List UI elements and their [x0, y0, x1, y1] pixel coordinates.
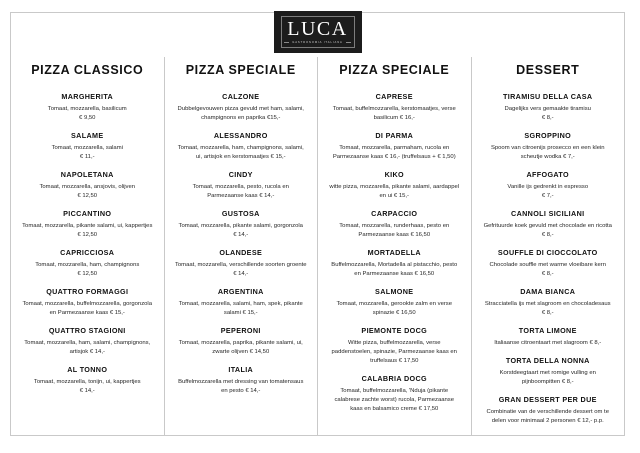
menu-item-description: Tomaat, mozzarella, basilicum € 9,50 [47, 106, 127, 121]
menu-item-name: SGROPPINO [524, 131, 572, 140]
menu-item [19, 287, 156, 318]
menu-item-description: Tomaat, buffelmozzarella, 'Nduja (pikante calabrese zachte worst) rucola, Parmezaanse kaas en balsamico creme € 17,50 [334, 388, 454, 412]
column-title: PIZZA CLASSICO [31, 63, 144, 77]
menu-item-name: CINDY [228, 170, 253, 179]
menu-item-description: Italiaanse citroentaart met slagroom € 8,- [494, 340, 602, 346]
menu-item-description: Buffelmozzarella met dressing van tomatensaus en pesto € 14,- [178, 379, 304, 394]
menu-item [173, 92, 310, 123]
column-title: PIZZA SPECIALE [339, 63, 450, 77]
menu-item-name: NAPOLETANA [60, 170, 114, 179]
menu-item [480, 356, 617, 387]
menu-item [480, 326, 617, 348]
menu-item-description: Tomaat, mozzarella, ham, salami, champignons, artisjok € 14,- [24, 340, 151, 355]
menu-item [480, 395, 617, 426]
menu-item-name: PIEMONTE DOCG [361, 326, 428, 335]
menu-item [326, 209, 463, 240]
menu-column-dessert [471, 57, 625, 435]
menu-item-description: Tomaat, buffelmozzarella, kerstomaatjes, verse basilicum € 16,- [332, 106, 456, 121]
menu-item [173, 131, 310, 162]
menu-item-name: OLANDESE [219, 248, 263, 257]
menu-item [173, 209, 310, 240]
menu-item [19, 326, 156, 357]
menu-item-name: QUATTRO FORMAGGI [46, 287, 129, 296]
menu-item-name: SALAME [71, 131, 104, 140]
menu-item-name: GRAN DESSERT PER DUE [498, 395, 597, 404]
menu-item-name: DI PARMA [375, 131, 414, 140]
menu-item-description: Spoom van citroenijs prosecco en een klein scheutje wodka € 7,- [490, 145, 605, 160]
menu-item-name: TIRAMISU DELLA CASA [503, 92, 593, 101]
menu-item-description: Tomaat, mozzarella, paprika, pikante salami, ui, zwarte olijven € 14,50 [178, 340, 303, 355]
menu-item-description: Chocolade souffle met warme vloeibare kern € 8,- [489, 262, 606, 277]
menu-item-description: Vanille ijs gedrenkt in espresso € 7,- [507, 184, 589, 199]
menu-item-name: SALMONE [375, 287, 414, 296]
menu-item-name: AL TONNO [67, 365, 108, 374]
menu-item-description: Stracciatella ijs met slagroom en chocoladesaus € 8,- [484, 301, 611, 316]
menu-item-name: TORTA LIMONE [518, 326, 577, 335]
menu-column-pizza-classico [11, 57, 164, 435]
menu-item-name: ITALIA [228, 365, 254, 374]
logo-rule-right [346, 42, 352, 43]
logo-frame [281, 16, 355, 48]
menu-item-description: Tomaat, mozzarella, ham, champignons, salami, ui, artisjok en kerstomaatjes € 15,- [177, 145, 304, 160]
menu-item [173, 365, 310, 396]
menu-item-description: Tomaat, mozzarella, parmaham, rucola en Parmezaanse kaas € 16,- (truffelsaus + € 1,50) [332, 145, 456, 160]
menu-item-name: GUSTOSA [221, 209, 260, 218]
menu-item [326, 170, 463, 201]
menu-item-description: Tomaat, mozzarella, pesto, rucola en Parmezaanse kaas € 14,- [192, 184, 289, 199]
menu-column-pizza-speciale-2 [317, 57, 471, 435]
menu-item [173, 287, 310, 318]
menu-item-name: ALESSANDRO [213, 131, 268, 140]
menu-item-description: Tomaat, mozzarella, salami, ham, spek, pikante salami € 15,- [178, 301, 303, 316]
menu-item-description: Korstdeegtaart met romige vulling en pijnboompitten € 8,- [499, 370, 596, 385]
menu-column-pizza-speciale-1 [164, 57, 318, 435]
menu-item-description: Tomaat, mozzarella, runderhaas, pesto en Parmezaanse kaas € 16,50 [339, 223, 450, 238]
menu-item-description: Tomaat, mozzarella, pikante salami, gorgonzola € 14,- [178, 223, 303, 238]
menu-item [480, 287, 617, 318]
menu-item [19, 131, 156, 162]
menu-item-description: Dubbelgevouwen pizza gevuld met ham, salami, champignons en paprika €15,- [177, 106, 304, 121]
menu-item-list [19, 92, 156, 396]
menu-item-name: KIKO [384, 170, 404, 179]
menu-item [326, 326, 463, 366]
menu-item-name: ARGENTINA [217, 287, 264, 296]
menu-item-name: DAMA BIANCA [520, 287, 576, 296]
menu-item [326, 287, 463, 318]
menu-item [480, 209, 617, 240]
logo-rule-left [284, 42, 290, 43]
menu-item [19, 170, 156, 201]
brand-subtitle: GASTRONOMIA ITALIANA [292, 40, 343, 45]
brand-name: LUCA [287, 18, 348, 40]
menu-item [19, 365, 156, 396]
menu-item-description: Tomaat, mozzarella, buffelmozzarella, gorgonzola en Parmezaanse kaas € 15,- [22, 301, 153, 316]
menu-item [19, 248, 156, 279]
menu-item-name: CAPRESE [375, 92, 413, 101]
menu-item-name: SOUFFLE DI CIOCCOLATO [497, 248, 598, 257]
menu-item-description: Combinatie van de verschillende dessert om te delen voor minimaal 2 personen € 12,- p.p. [486, 409, 609, 424]
menu-item-description: Tomaat, mozzarella, tonijn, ui, kappertjes € 14,- [33, 379, 141, 394]
menu-item-description: Witte pizza, buffelmozzarella, verse paddenstoelen, spinazie, Parmezaanse kaas en truffelsaus € 17,50 [331, 340, 457, 364]
menu-item-name: CANNOLI SICILIANI [511, 209, 585, 218]
menu-item-name: CARPACCIO [371, 209, 418, 218]
menu-item [480, 92, 617, 123]
menu-item [326, 374, 463, 414]
column-title: DESSERT [516, 63, 580, 77]
menu-item [19, 92, 156, 123]
menu-item-list [173, 92, 310, 396]
menu-item-description: Gefrituurde koek gevuld met chocolade en ricotta € 8,- [483, 223, 612, 238]
menu-item-name: CAPRICCIOSA [60, 248, 115, 257]
menu-item-list [326, 92, 463, 414]
menu-item-name: TORTA DELLA NONNA [505, 356, 590, 365]
menu-page [10, 12, 625, 436]
menu-item [480, 170, 617, 201]
menu-item-name: CALABRIA DOCG [361, 374, 427, 383]
menu-item [480, 248, 617, 279]
menu-item-name: AFFOGATO [526, 170, 569, 179]
logo-divider [284, 41, 352, 44]
menu-item-list [480, 92, 617, 426]
menu-item-description: witte pizza, mozzarella, pikante salami, aardappel en ui € 15,- [329, 184, 460, 199]
menu-item-description: Tomaat, mozzarella, ansjovis, olijven € 12,50 [39, 184, 136, 199]
menu-item-name: MORTADELLA [367, 248, 421, 257]
menu-item-name: PEPERONI [220, 326, 261, 335]
menu-item-name: MARGHERITA [61, 92, 114, 101]
menu-item [173, 326, 310, 357]
menu-columns [11, 57, 624, 435]
brand-logo [11, 11, 624, 53]
menu-item [173, 248, 310, 279]
menu-item-description: Tomaat, mozzarella, verschillende soorten groente € 14,- [174, 262, 307, 277]
menu-item-description: Tomaat, mozzarella, gerookte zalm en verse spinazie € 16,50 [336, 301, 453, 316]
menu-item-description: Tomaat, mozzarella, ham, champignons € 12,50 [35, 262, 140, 277]
menu-item [480, 131, 617, 162]
menu-item [19, 209, 156, 240]
menu-item [173, 170, 310, 201]
menu-item-description: Dagelijks vers gemaakte tiramisu € 8,- [504, 106, 591, 121]
menu-item-description: Buffelmozzarella, Mortadella al pistacchio, pesto en Parmezaanse kaas € 16,50 [331, 262, 458, 277]
menu-item [326, 92, 463, 123]
logo-box [274, 11, 362, 53]
menu-item-description: Tomaat, mozzarella, pikante salami, ui, kappertjes € 12,50 [22, 223, 153, 238]
menu-item-name: QUATTRO STAGIONI [48, 326, 126, 335]
menu-item [326, 248, 463, 279]
menu-item-name: CALZONE [222, 92, 260, 101]
menu-item [326, 131, 463, 162]
menu-item-description: Tomaat, mozzarella, salami € 11,- [51, 145, 123, 160]
menu-item-name: PICCANTINO [63, 209, 112, 218]
column-title: PIZZA SPECIALE [185, 63, 296, 77]
